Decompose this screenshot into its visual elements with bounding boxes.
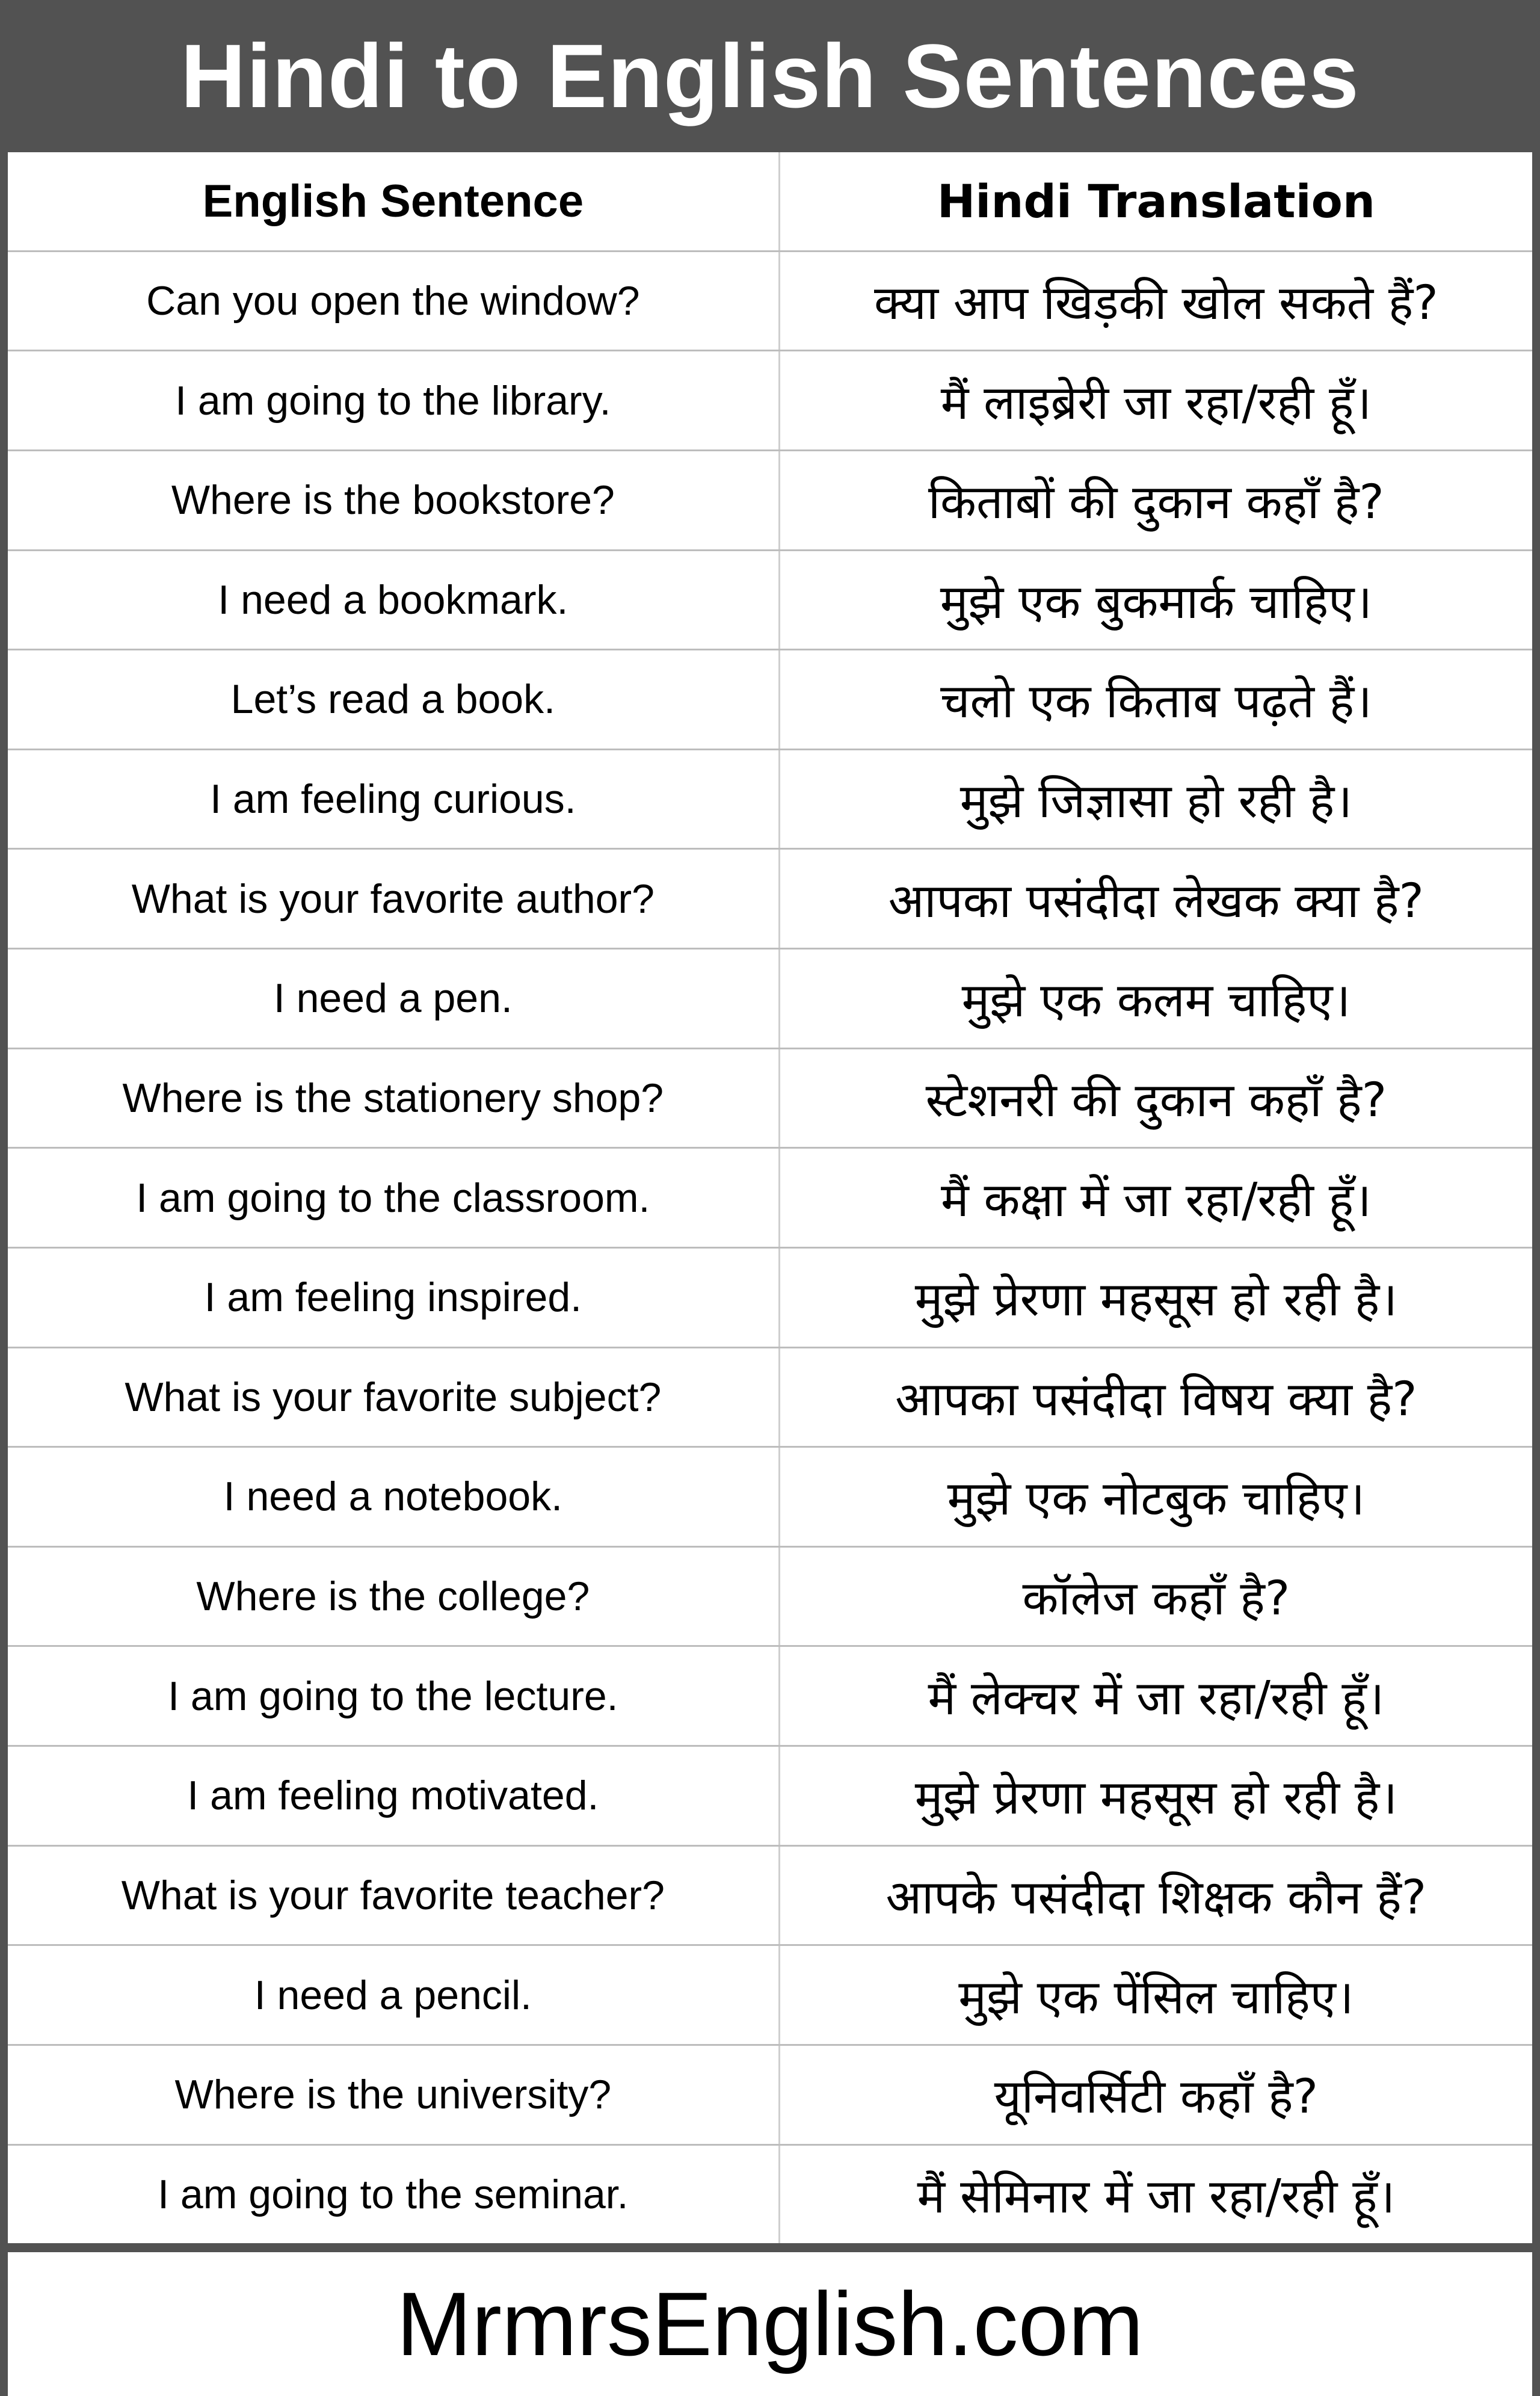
english-sentence: I am going to the lecture.	[168, 1673, 618, 1719]
english-sentence: I am feeling curious.	[210, 776, 576, 823]
hindi-translation: मुझे एक नोटबुक चाहिए।	[778, 1448, 1532, 1546]
table-row	[8, 650, 1532, 750]
hindi-translation: आपका पसंदीदा विषय क्या है?	[778, 1348, 1532, 1447]
table-header-row	[8, 152, 1532, 252]
english-sentence: What is your favorite teacher?	[121, 1872, 665, 1918]
english-sentence: I need a pen.	[273, 975, 513, 1022]
hindi-translation: यूनिवर्सिटी कहाँ है?	[778, 2046, 1532, 2144]
english-sentence: Let’s read a book.	[230, 676, 556, 723]
table-row	[8, 2146, 1532, 2244]
hindi-translation: मुझे एक पेंसिल चाहिए।	[778, 1946, 1532, 2044]
english-sentence: Where is the college?	[196, 1573, 590, 1620]
english-sentence: Can you open the window?	[146, 277, 640, 324]
hindi-translation: मुझे एक बुकमार्क चाहिए।	[778, 551, 1532, 649]
table-row	[8, 2046, 1532, 2146]
table-row	[8, 750, 1532, 850]
table-row	[8, 1747, 1532, 1847]
sentence-table	[8, 152, 1532, 2243]
english-sentence: I am going to the library.	[175, 377, 611, 424]
english-sentence: Where is the university?	[174, 2072, 612, 2118]
table-row	[8, 850, 1532, 949]
english-sentence: Where is the stationery shop?	[122, 1075, 664, 1121]
hindi-translation: मुझे प्रेरणा महसूस हो रही है।	[778, 1747, 1532, 1845]
english-sentence: I need a bookmark.	[218, 576, 568, 623]
table-row	[8, 1448, 1532, 1548]
table-row	[8, 1548, 1532, 1647]
hindi-translation: मुझे जिज्ञासा हो रही है।	[778, 750, 1532, 848]
table-row	[8, 1348, 1532, 1448]
hindi-translation: मुझे एक कलम चाहिए।	[778, 949, 1532, 1048]
table-row	[8, 1249, 1532, 1348]
header-hindi: Hindi Translation	[778, 152, 1532, 250]
table-row	[8, 1946, 1532, 2046]
page-title: Hindi to English Sentences	[180, 25, 1360, 126]
hindi-translation: किताबों की दुकान कहाँ है?	[778, 451, 1532, 549]
table-row	[8, 1149, 1532, 1249]
table-row	[8, 1847, 1532, 1947]
english-sentence: Where is the bookstore?	[171, 477, 615, 523]
table-row	[8, 351, 1532, 451]
english-sentence: I am feeling inspired.	[204, 1274, 582, 1321]
hindi-translation: आपका पसंदीदा लेखक क्या है?	[778, 850, 1532, 948]
table-row	[8, 1647, 1532, 1747]
hindi-translation: मैं कक्षा में जा रहा/रही हूँ।	[778, 1149, 1532, 1247]
hindi-translation: मैं लाइब्रेरी जा रहा/रही हूँ।	[778, 351, 1532, 449]
english-sentence: I am going to the seminar.	[158, 2171, 629, 2217]
hindi-translation: मुझे प्रेरणा महसूस हो रही है।	[778, 1249, 1532, 1347]
table-row	[8, 252, 1532, 352]
table-row	[8, 949, 1532, 1049]
english-sentence: I need a notebook.	[223, 1474, 563, 1520]
hindi-translation: कॉलेज कहाँ है?	[778, 1548, 1532, 1646]
english-sentence: What is your favorite subject?	[125, 1374, 662, 1420]
hindi-translation: क्या आप खिड़की खोल सकते हैं?	[778, 252, 1532, 350]
hindi-translation: चलो एक किताब पढ़ते हैं।	[778, 650, 1532, 749]
table-row	[8, 1049, 1532, 1149]
english-sentence: I need a pencil.	[254, 1972, 532, 2018]
header-english: English Sentence	[202, 175, 584, 227]
hindi-translation: मैं सेमिनार में जा रहा/रही हूँ।	[778, 2146, 1532, 2244]
hindi-translation: स्टेशनरी की दुकान कहाँ है?	[778, 1049, 1532, 1147]
hindi-translation: आपके पसंदीदा शिक्षक कौन हैं?	[778, 1847, 1532, 1945]
english-sentence: What is your favorite author?	[131, 875, 654, 922]
english-sentence: I am feeling motivated.	[187, 1773, 599, 1819]
website-footer: MrmrsEnglish.com	[8, 2252, 1532, 2396]
english-sentence: I am going to the classroom.	[136, 1175, 650, 1221]
table-row	[8, 451, 1532, 551]
table-row	[8, 551, 1532, 651]
hindi-translation: मैं लेक्चर में जा रहा/रही हूँ।	[778, 1647, 1532, 1745]
